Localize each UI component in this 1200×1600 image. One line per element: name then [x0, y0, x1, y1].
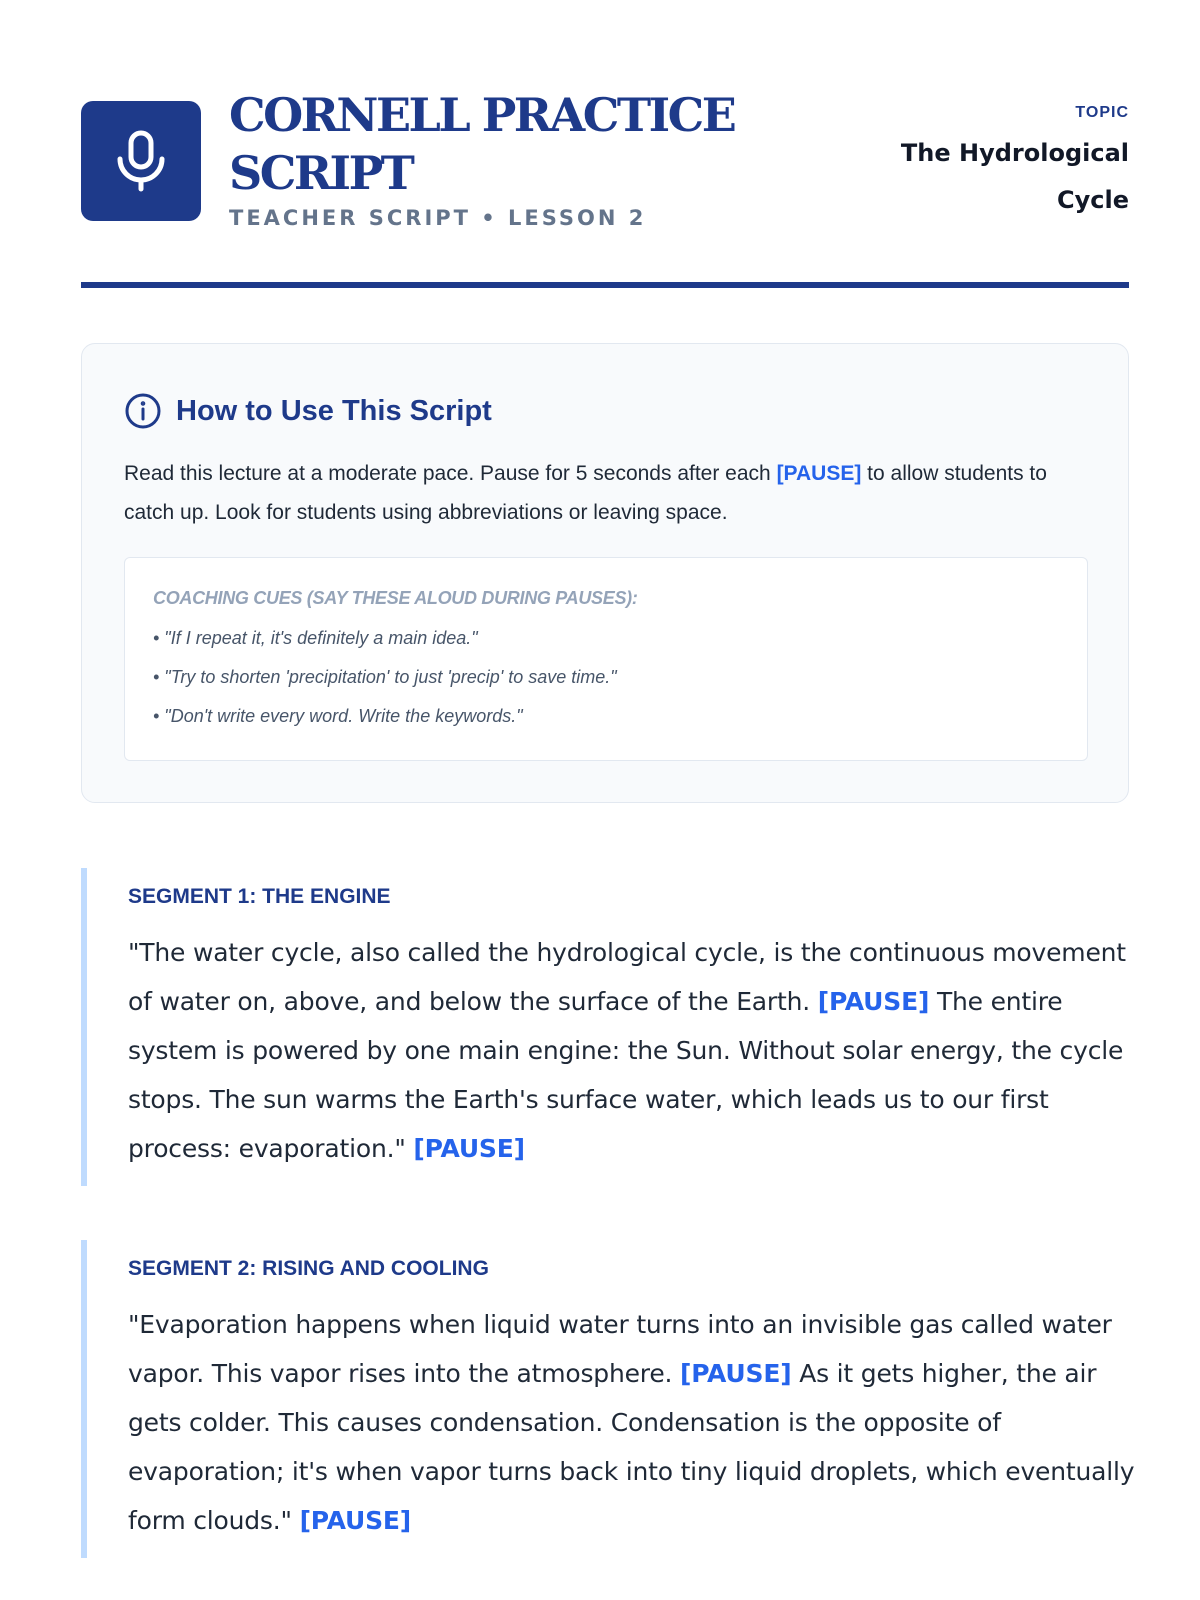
instructions-text — [124, 454, 1084, 532]
instructions-heading — [124, 392, 492, 430]
instructions-title: How to Use This Script — [176, 394, 492, 427]
header-divider — [81, 282, 1129, 288]
segment-label: SEGMENT 2: RISING AND COOLING — [128, 1257, 489, 1280]
instructions-box — [81, 343, 1129, 803]
topic-label: TOPIC — [1075, 104, 1129, 121]
pause-marker: [PAUSE] — [299, 1506, 412, 1535]
segment-text — [128, 928, 1138, 1173]
microphone-logo — [81, 101, 201, 221]
topic-value: The Hydrological Cycle — [900, 139, 1129, 214]
microphone-icon — [112, 129, 170, 193]
info-icon — [124, 392, 162, 430]
segment-text-part: "The water cycle, also called the hydrological cycle, is the continuous movement of water on, above, and below the surface of the Earth. — [128, 938, 1126, 1016]
header — [81, 0, 1129, 290]
segment-2 — [81, 1240, 1135, 1558]
script-page — [81, 0, 1135, 1535]
segment-text-part: As it gets higher, the air gets colder. This causes condensation. Condensation is the opposite of evaporation; it's when vapor turns back into tiny liquid droplets, which eventually form clouds." — [128, 1359, 1135, 1535]
segment-text-part: "Evaporation happens when liquid water turns into an invisible gas called water vapor. This vapor rises into the atmosphere. — [128, 1310, 1112, 1388]
instructions-text-part1: Read this lecture at a moderate pace. Pause for 5 seconds after each — [124, 462, 777, 485]
segment-1 — [81, 868, 1135, 1186]
pause-marker: [PAUSE] — [776, 462, 862, 485]
segment-text — [128, 1300, 1138, 1545]
coaching-cue: • "If I repeat it, it's definitely a main idea." — [153, 628, 478, 648]
coaching-cue: • "Don't write every word. Write the keywords." — [153, 706, 523, 726]
segment-text-part: The entire system is powered by one main engine: the Sun. Without solar energy, the cycle stops. The sun warms the Earth's surface water, which leads us to our first process: evaporation." — [128, 987, 1124, 1163]
pause-marker: [PAUSE] — [817, 987, 930, 1016]
pause-marker: [PAUSE] — [413, 1134, 525, 1163]
pause-marker: [PAUSE] — [680, 1359, 792, 1388]
coaching-cue: • "Try to shorten 'precipitation' to just 'precip' to save time." — [153, 667, 617, 687]
instructions-text-part2: to allow students to catch up. Look for students using abbreviations or leaving space. — [124, 462, 1047, 524]
coaching-cues-box — [124, 557, 1088, 761]
page-title: CORNELL PRACTICE SCRIPT — [229, 88, 735, 200]
coaching-cues-title: COACHING CUES (SAY THESE ALOUD DURING PAUSES): — [153, 588, 638, 608]
page-subtitle: TEACHER SCRIPT • LESSON 2 — [229, 206, 647, 230]
segment-label: SEGMENT 1: THE ENGINE — [128, 885, 391, 908]
